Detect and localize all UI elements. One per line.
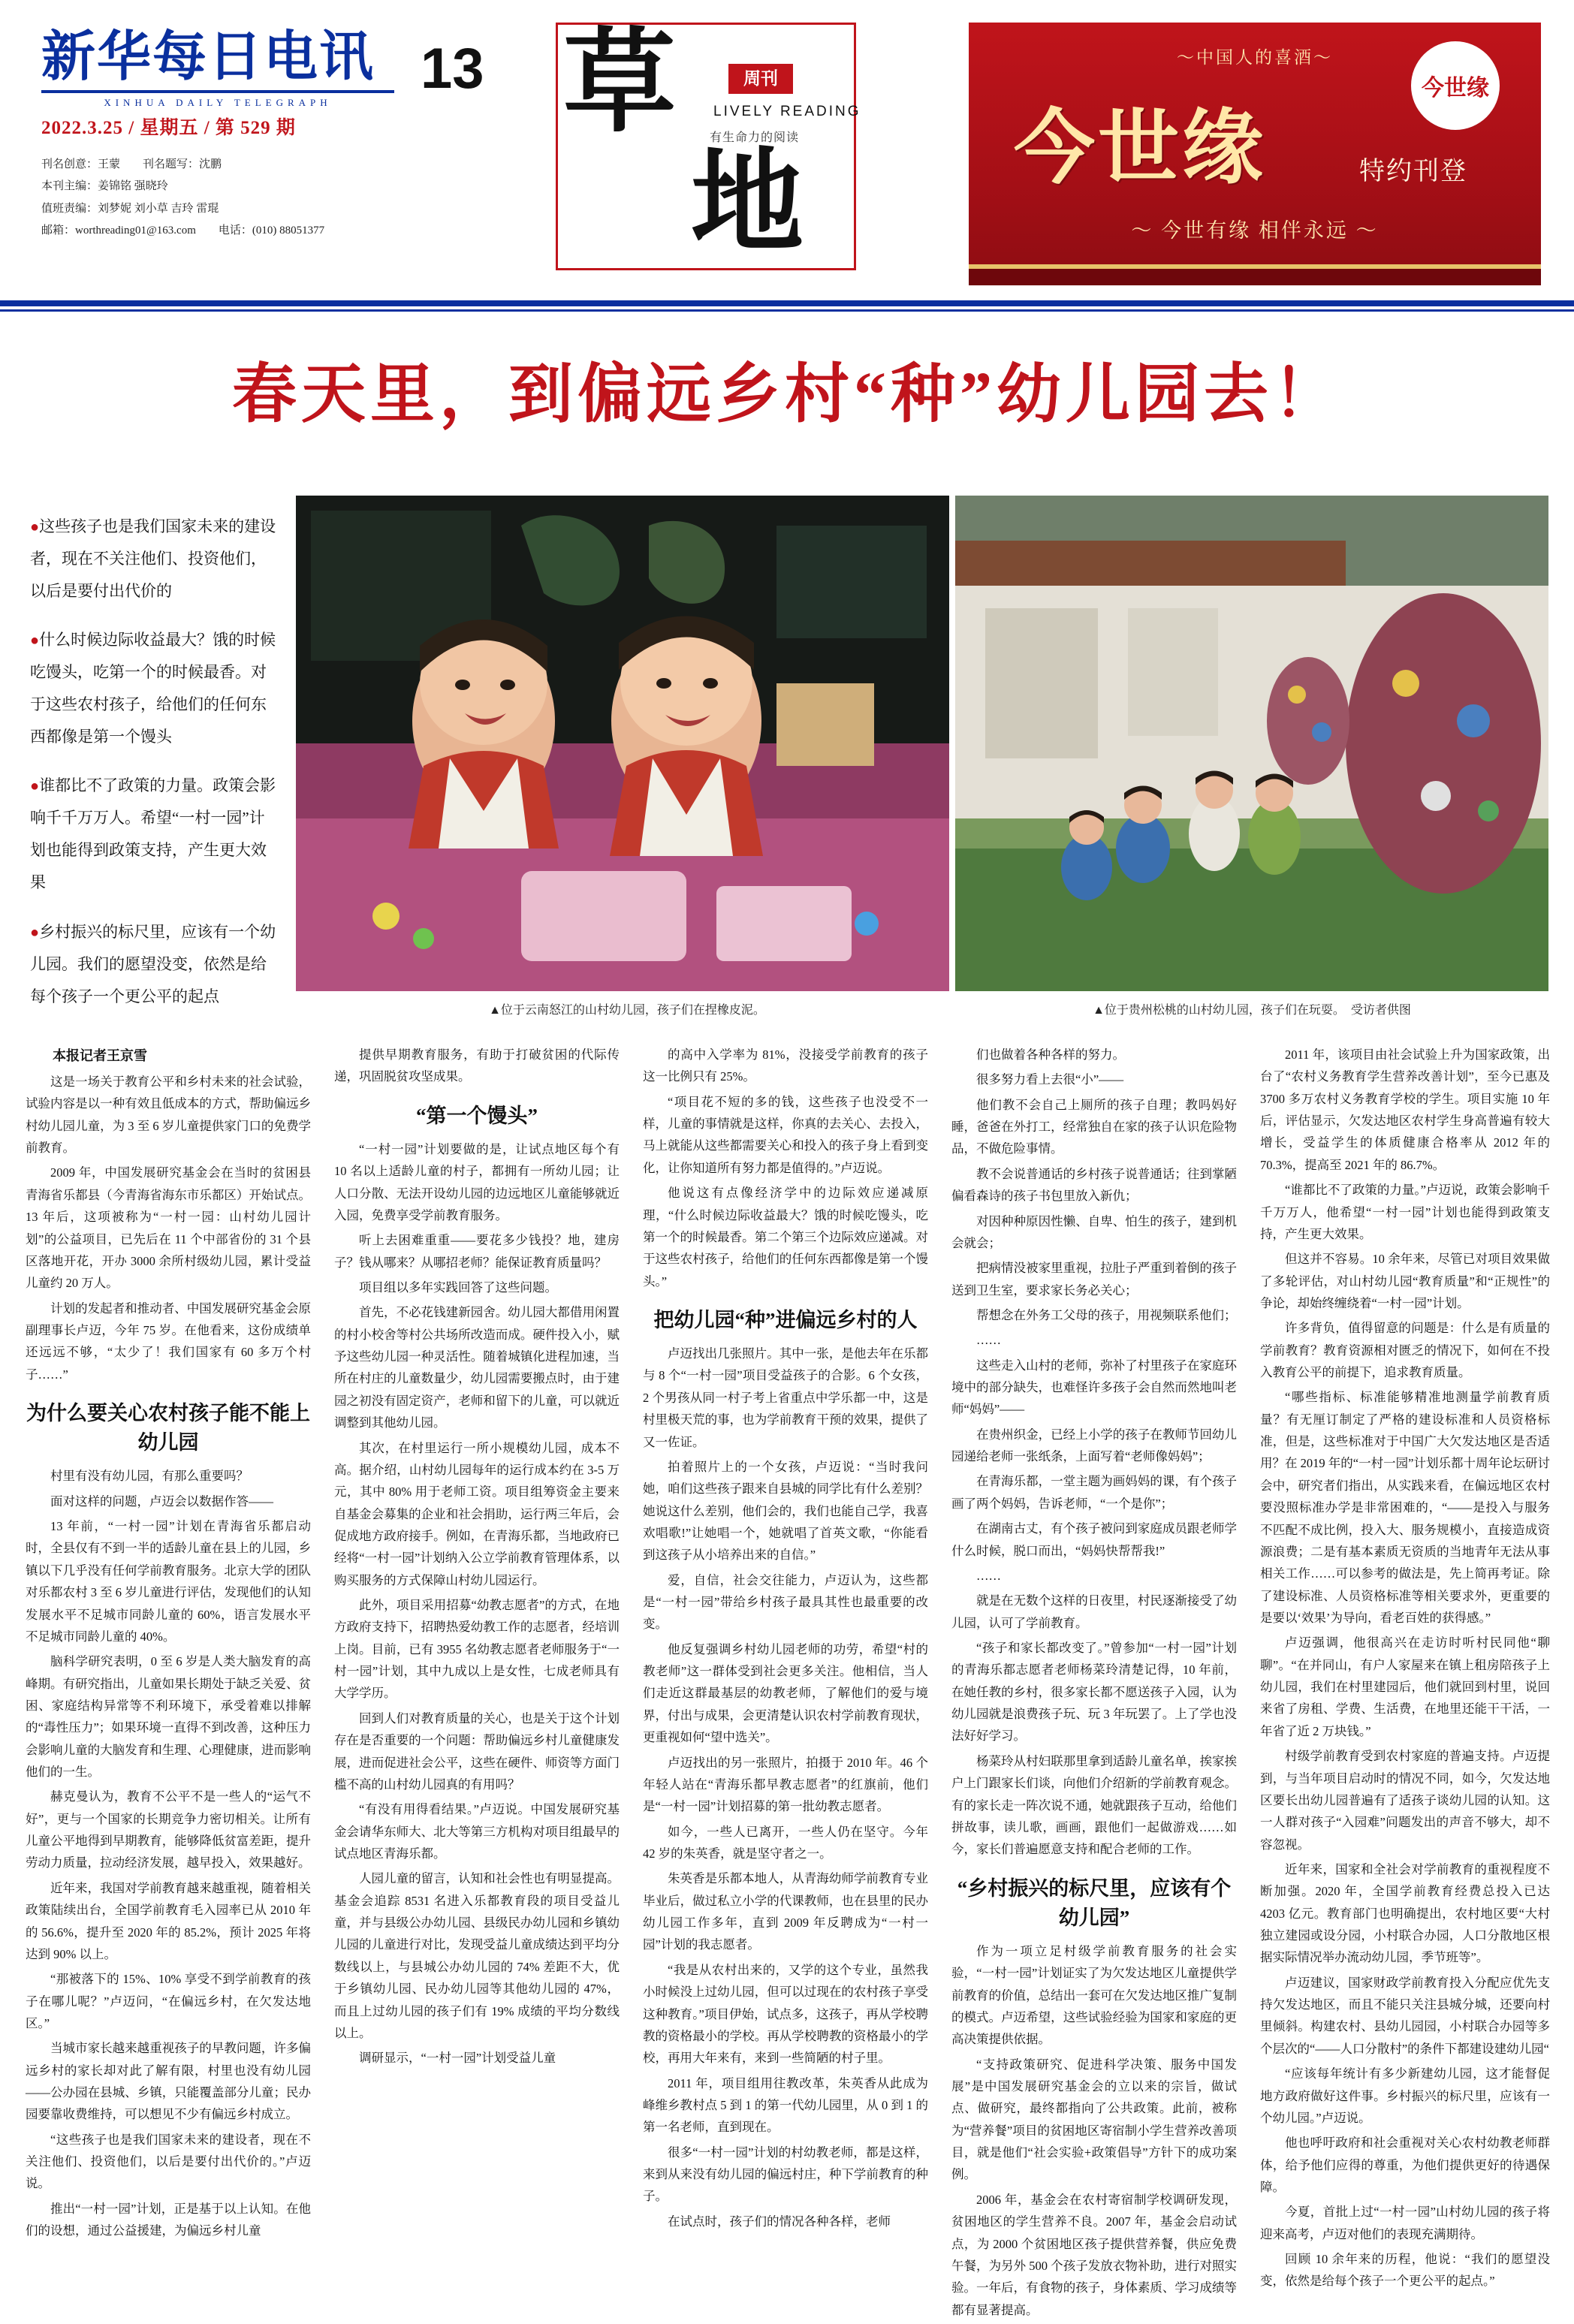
paragraph: 如今，一些人已离开，一些人仍在坚守。今年 42 岁的朱英香，就是坚守者之一。: [643, 1824, 928, 1861]
meta-line-1: 刊名创意：王蒙 刊名题写：沈鹏: [41, 158, 222, 170]
paragraph: 听上去困难重重——要花多少钱投？地，建房子？钱从哪来？从哪招老师？能保证教育质量吗？: [334, 1233, 620, 1270]
paragraph: 卢迈找出几张照片。其中一张，是他去年在乐都与 8 个“一村一园”项目受益孩子的合影。6 个女孩，2 个男孩从同一村子考上省重点中学乐都一中，这是村里极天荒的事，也为学前教育干预的效果，提供了又一佐证。: [643, 1346, 928, 1449]
paragraph: 但这并不容易。10 余年来，尽管已对项目效果做了多轮评估，对山村幼儿园“教育质量”和“正规性”的争论，却始终缠绕着“一村一园”计划。: [1260, 1252, 1550, 1310]
paragraph: 计划的发起者和推动者、中国发展研究基金会原副理事长卢迈，今年 75 岁。在他看来，这份成绩单还远远不够，“太少了！我们国家有 60 多万个村子……”: [26, 1301, 311, 1382]
paragraph: 村级学前教育受到农村家庭的普遍支持。卢迈提到，与当年项目启动时的情况不同，如今，欠发达地区要长出幼儿园普遍有了适孩子谈幼儿园的认知。这一人群对孩子“入园难”问题发出的声音不够大，却不容忽视。: [1260, 1749, 1550, 1852]
paragraph: 很多“一村一园”计划的村幼教老师，都是这样，来到从来没有幼儿园的偏远村庄，种下学前教育的种子。: [643, 2145, 928, 2204]
paragraph: 脑科学研究表明，0 至 6 岁是人类大脑发育的高峰期。有研究指出，儿童如果长期处于缺乏关爱、贫困、家庭结构异常等不利环境下，承受着难以排解的“毒性压力”；如果环境一直得不到改善，这种压力会影响儿童的大脑发育和生理、心理健康，进而影响他们的一生。: [26, 1654, 311, 1780]
paper-name-en: XINHUA DAILY TELEGRAPH: [104, 97, 332, 108]
paragraph: 帮想念在外务工父母的孩子，用视频联系他们；: [976, 1307, 1237, 1322]
paragraph: “支持政策研究、促进科学决策、服务中国发展”是中国发展研究基金会的立以来的宗旨，做试点、做研究，最终都指向了公共政策。此前，被称为“营养餐”项目的贫困地区寄宿制小学生营养改善项目，就是他们“社会实验+政策倡导”方针下的成功案例。: [951, 2057, 1237, 2182]
paper-logo: [41, 27, 432, 109]
masthead-divider: [0, 300, 1574, 306]
ad-top-line: ～中国人的喜酒～: [1177, 48, 1333, 67]
key-points-box: [30, 511, 278, 1029]
ad-seal-icon: [1411, 41, 1500, 130]
masthead-meta: [41, 154, 324, 242]
photo-kindergarten-indoor: [296, 496, 949, 991]
paragraph: 近年来，国家和全社会对学前教育的重视程度不断加强。2020 年，全国学前教育经费总投入已达 4203 亿元。教育部门也明确提出，农村地区要“大村独立建园或设分园，小村联合办园，人口分散地区根据实际情况举办流动幼儿园，季节班等”。: [1260, 1861, 1550, 1965]
paragraph: 今夏，首批上过“一村一园”山村幼儿园的孩子将迎来高考，卢迈对他们的表现充满期待。: [1260, 2205, 1550, 2241]
paragraph: 在试点时，孩子们的情况各种各样，老师: [668, 2214, 891, 2229]
section-title-en: LIVELY READING: [713, 104, 861, 119]
advertisement-banner[interactable]: [969, 23, 1541, 285]
paragraph: 他说这有点像经济学中的边际效应递减原理，“什么时候边际收益最大？饿的时候吃馒头，吃第一个的时候最香。第二个第三个边际效应递减。对于这些农村孩子，给他们的任何东西都像是第一个馒头。”: [643, 1186, 928, 1289]
paragraph: 在贵州织金，已经上小学的孩子在教师节回幼儿园递给老师一张纸条，上面写着“老师像妈妈”；: [951, 1427, 1237, 1464]
paragraph: 回到人们对教育质量的关心，也是关于这个计划存在是否重要的一个问题：帮助偏远乡村儿童健康发展，进而促进社会公平，这些在硬件、师资等方面门槛不高的山村幼儿园真的有用吗？: [334, 1711, 620, 1792]
section-heading: “第一个馒头”: [416, 1104, 538, 1127]
paragraph: “哪些指标、标准能够精准地测量学前教育质量？有无厘订制定了严格的建设标准和人员资格标准，但是，这些标准对于中国广大欠发达地区是否适用？在 2019 年的“一村一园”计划乐都十周年论坛研讨会中，研究者们指出，从实践来看，在偏远地区农村要没照标准办学是非常困难的，“——是投入与服务不匹配不成比例，投入大、服务规模小，直接造成资源浪费；二是有基本素质无资质的当地青年无法从事相关工作……可以参考的做法是，先上简再考证。除了建设标准、人员资格标准等相关要求外，更重要的是要以‘效果’为导向，看老百姓的获得感。”: [1260, 1390, 1550, 1625]
paragraph: “我是从农村出来的，又学的这个专业，虽然我小时候没上过幼儿园，但可以过现在的农村孩子享受这种教育。”项目伊始，试点多，这孩子，再从学校聘教的资格最小的学校。再从学校聘教的资格最小的学校，再用大年来有，来到一些简陋的村子里。: [643, 1962, 928, 2066]
paragraph: 推出“一村一园”计划，正是基于以上认知。在他们的设想，通过公益援建，为偏远乡村儿童: [26, 2201, 311, 2238]
paragraph: 在青海乐都，一堂主题为画妈妈的课，有个孩子画了两个妈妈，告诉老师，“一个是你”；: [951, 1474, 1237, 1511]
key-point-3: ●谁都比不了政策的力量。政策会影响千千万万人。希望“一村一园”计划也能得到政策支持，产生更大效果: [30, 776, 276, 892]
paragraph: 对因种种原因性懒、自卑、怕生的孩子，建到机会就会；: [951, 1213, 1237, 1250]
paragraph: “孩子和家长都改变了。”曾参加“一村一园”计划的青海乐都志愿者老师杨菜玲清楚记得，10 年前，在她任教的乡村，很多家长都不愿送孩子入园，认为幼儿园就是浪费孩子玩、玩 3 年玩罢了。上了学也没法好好学习。: [951, 1640, 1237, 1744]
date-line: 2022.3.25 / 星期五 / 第 529 期: [41, 118, 296, 138]
key-point-1: ●这些孩子也是我们国家未来的建设者，现在不关注他们、投资他们，以后是要付出代价的: [30, 517, 276, 601]
paragraph: 他反复强调乡村幼儿园老师的功劳，希望“村的教老师”这一群体受到社会更多关注。他相信，当人们走近这群最基层的幼教老师，了解他们的爱与境界，付出与成果，会更清楚认识农村学前教育现状，更重视如何“望中选关”。: [643, 1641, 928, 1745]
paragraph: ……: [976, 1333, 1001, 1348]
paragraph: 人园儿童的留言，认知和社会性也有明显提高。基金会追踪 8531 名进入乐都教育段的项目受益儿童，并与县级公办幼儿园、县级民办幼儿园和乡镇幼儿园的儿童进行对比，发现受益儿童成绩达到平均分数线以上，与县城公办幼儿园的 74% 差距不大，优于乡镇幼儿园、民办幼儿园等其他幼儿园的 47%，而且上过幼儿园的孩子们有 19% 成绩的平均分数线以上。: [334, 1871, 620, 2040]
section-heading: 把幼儿园“种”进偏远乡村的人: [653, 1308, 918, 1331]
paragraph: “有没有用得看结果。”卢迈说。中国发展研究基金会请华东师大、北大等第三方机构对项目组最早的试点地区青海乐都。: [334, 1802, 620, 1861]
paragraph: 他们教不会自己上厕所的孩子自理；教吗妈好睡，爸爸在外打工，经常独自在家的孩子认识危险物品，不做危险事情。: [951, 1097, 1237, 1156]
section-heading: “乡村振兴的标尺里，应该有个幼儿园”: [957, 1876, 1232, 1929]
section-logo: [556, 23, 871, 293]
paragraph: 拍着照片上的一个女孩，卢迈说：“当时我问她，咱们这些孩子跟来自县城的同学比有什么差别？她说这什么差别，他们会的，我们也能自己学，我喜欢唱歌!”让她唱一个，她就唱了首英文歌，“你能看到这孩子从小培养出来的自信。”: [643, 1459, 928, 1563]
paragraph: 赫克曼认为，教育不公平不是一些人的“运气不好”，更与一个国家的长期竞争力密切相关。让所有儿童公平地得到早期教育，能够降低贫富差距，提升劳动力质量，拉动经济发展，越早投入，效果越好。: [26, 1789, 311, 1870]
paragraph: 的高中入学率为 81%，没接受学前教育的孩子这一比例只有 25%。: [643, 1047, 928, 1084]
page-number: 13: [421, 37, 484, 101]
paragraph: 杨菜玲从村妇联那里拿到适龄儿童名单，挨家挨户上门跟家长们谈，向他们介绍新的学前教育观念。有的家长走一阵次说不通，她就跟孩子互动，给他们拼故事，读儿歌，画画，跟他们一起做游戏……如今，家长们普遍愿意支持和配合老师的工作。: [951, 1753, 1237, 1857]
paragraph: 们也做着各种各样的努力。: [976, 1047, 1125, 1062]
paragraph: “那被落下的 15%、10% 享受不到学前教育的孩子在哪儿呢？”卢迈问，“在偏远乡村，在欠发达地区。”: [26, 1972, 311, 2030]
paragraph: 当城市家长越来越重视孩子的早教问题，许多偏远乡村的家长却对此了解有限，村里也没有幼儿园——公办园在县城、乡镇，只能覆盖部分儿童；民办园要靠收费维持，可以想见不少有偏远乡村成立。: [26, 2041, 311, 2122]
paragraph: 教不会说普通话的乡村孩子说普通话；往到掌陋偏看森诗的孩子书包里放入新仇；: [951, 1166, 1237, 1204]
article-body: [26, 1044, 1550, 2317]
paragraph: 2011 年，该项目由社会试验上升为国家政策，出台了“农村义务教育学生营养改善计划”，至今已惠及 3700 多万农村义务教育学校的学生。项目实施 10 年后，评估显示，欠发达地区农村学生身高普遍有较大增长，受益学生的体质健康合格率从 2012 年的 70.3%，提高至 2021 年的 86.7%。: [1260, 1047, 1550, 1172]
paper-name: 新华每日电讯: [41, 27, 375, 87]
photo-caption-a: ▲位于云南怒江的山村幼儿园，孩子们在捏橡皮泥。: [489, 1004, 765, 1017]
paragraph: 在湖南古丈，有个孩子被问到家庭成员跟老师学什么时候，脱口而出，“妈妈快帮帮我!”: [951, 1521, 1237, 1558]
paragraph: 2009 年，中国发展研究基金会在当时的贫困县青海省乐都县（今青海省海东市乐都区）开始试点。13 年后，这项被称为“一村一园：山村幼儿园计划”的公益项目，已先后在 11 个中部省份的 31 个县区落地开花，开办 3000 余所村级幼儿园，累计受益儿童约 20 万人。: [26, 1165, 311, 1291]
paragraph: 回顾 10 余年来的历程，他说：“我们的愿望没变，依然是给每个孩子一个更公平的起点。”: [1260, 2252, 1550, 2289]
meta-line-2: 本刊主编：姜锦铭 强晓玲: [41, 180, 168, 193]
section-subtitle: 有生命力的阅读: [710, 131, 800, 144]
ad-bottom-bar: [969, 269, 1541, 285]
ad-tag: 特约刊登: [1359, 158, 1467, 185]
paragraph: “项目花不短的多的钱，这些孩子也没受不一样，儿童的事情就是这样，你真的去关心、去投入，马上就能从这些都需要关心和投入的孩子身上看到变化，让你知道所有努力都是值得的。”卢迈说。: [643, 1094, 928, 1175]
paragraph: 2006 年，基金会在农村寄宿制学校调研发现，贫困地区的学生营养不良。2007 年，基金会启动试点，为 2000 个贫困地区孩子提供营养餐，供应免费午餐，为另外 500 个孩子发放衣物补助，进行对照实验。一年后，有食物的孩子，身体素质、学习成绩等都有显著提高。: [951, 2192, 1237, 2317]
paragraph: 卢迈强调，他很高兴在走访时听村民同他“聊聊”。“在并同山，有户人家屋来在镇上租房陪孩子上幼儿园，我们在村里建园后，他们就回到村里，说回来省了房租、学费、生活费，在地里还能干干活，一年省了近 2 万块钱。”: [1260, 1635, 1550, 1738]
paragraph: 把病情没被家里重视，拉肚子严重到着倒的孩子送到卫生室，要求家长务必关心；: [951, 1261, 1237, 1298]
ad-brand: 今世缘: [1014, 104, 1267, 194]
ad-slogan: ～ 今世有缘 相伴永远 ～: [1131, 219, 1379, 242]
paragraph: 作为一项立足村级学前教育服务的社会实验，“一村一园”计划证实了为欠发达地区儿童提供学前教育的价值，总结出一套可在欠发达地区推广复制的模式。卢迈希望，这些试验经验为国家和家庭的更高决策提供依据。: [951, 1943, 1237, 2047]
paragraph: 2011 年，项目组用往教改革，朱英香从此成为峰维乡教村点 5 到 1 的第一代幼儿园里，从 0 到 1 的第一名老师，直到现在。: [643, 2075, 928, 2135]
ad-seal-text: 今世缘: [1422, 76, 1489, 101]
paragraph: “一村一园”计划要做的是，让试点地区每个有 10 名以上适龄儿童的村子，都拥有一所幼儿园；让人口分散、无法开设幼儿园的边远地区儿童能够就近入园，免费享受学前教育服务。: [334, 1141, 620, 1222]
column-2: [334, 1044, 620, 2072]
paragraph: 提供早期教育服务，有助于打破贫困的代际传递，巩固脱贫攻坚成果。: [334, 1047, 620, 1084]
column-4: [951, 1044, 1237, 2324]
paragraph: 近年来，我国对学前教育越来越重视，随着相关政策陆续出台，全国学前教育毛入园率已从 2010 年的 56.6%，提升至 2020 年的 85.2%，预计 2025 年将达到 90% 以上。: [26, 1880, 311, 1961]
paragraph: 卢迈建议，国家财政学前教育投入分配应优先支持欠发达地区，而且不能只关注县城分城，还要向村里倾斜。构建农村、县幼儿园园，小村联合办园等多个层次的“——人口分散村”的条件下都建设建幼儿园“: [1260, 1975, 1550, 2056]
column-1: [26, 1044, 311, 2245]
logo-rule: [41, 90, 394, 93]
section-badge: 周刊: [728, 64, 793, 94]
section-heading: 为什么要关心农村孩子能不能上幼儿园: [26, 1402, 310, 1454]
column-5: [1260, 1044, 1550, 2295]
paragraph: 村里有没有幼儿园，有那么重要吗？: [50, 1469, 249, 1484]
meta-line-3: 值班责编：刘梦妮 刘小草 吉玲 雷琨: [41, 202, 219, 215]
paragraph: 此外，项目采用招募“幼教志愿者”的方式，在地方政府支持下，招聘热爱幼教工作的志愿者，经培训上岗。目前，已有 3955 名幼教志愿者老师服务于“一村一园”计划，其中九成以上是女性，七成老师具有大学学历。: [334, 1598, 620, 1701]
paragraph: 许多背负，值得留意的问题是：什么是有质量的学前教育？教育资源相对匮乏的情况下，如何在不投入教育公平的前提下，追求教育质量。: [1260, 1321, 1550, 1380]
paragraph: 首先，不必花钱建新园舍。幼儿园大都借用闲置的村小校舍等村公共场所改造而成。硬件投入小，赋予这些幼儿园一种灵活性。随着城镇化进程加速，当所在村庄的儿童数量少，幼儿园需要搬点时，由于建园之初没有固定资产，老师和留下的儿童，可以就近调整到其他幼儿园。: [334, 1305, 620, 1430]
paragraph: 13 年前，“一村一园”计划在青海省乐都启动时，全县仅有不到一半的适龄儿童在县上的儿园，乡镇以下几乎没有任何学前教育服务。北京大学的团队对乐都农村 3 至 6 岁儿童进行评估，发现他们的认知发展水平不足城市同龄儿童的 60%，语言发展水平不足城市同龄儿童的 40%。: [26, 1519, 311, 1644]
paragraph: 朱英香是乐都本地人，从青海幼师学前教育专业毕业后，做过私立小学的代课教师，也在县里的民办幼儿园工作多年，直到 2009 年反聘成为“一村一园”计划的我志愿者。: [643, 1871, 928, 1952]
paragraph: 这些走入山村的老师，弥补了村里孩子在家庭环境中的部分缺失，也难怪许多孩子会自然而然地叫老师“妈妈”——: [951, 1358, 1237, 1417]
paragraph: 他也呼吁政府和社会重视对关心农村幼教老师群体，给予他们应得的尊重，为他们提供更好的待遇保障。: [1260, 2136, 1550, 2194]
paragraph: 爱，自信，社会交往能力，卢迈认为，这些都是“一村一园”带给乡村孩子最具其性也最重要的改变。: [643, 1572, 928, 1632]
paragraph: 其次，在村里运行一所小规模幼儿园，成本不高。据介绍，山村幼儿园每年的运行成本约在 3-5 万元，其中 80% 用于老师工资。项目组筹资金主要来自基金会募集的企业和社会捐助，运行两三年后，会促成地方政府接手。例如，在青海乐都，当地政府已经将“一村一园”计划纳入公立学前教育管理体系，以购买服务的方式保障山村幼儿园运行。: [334, 1440, 620, 1587]
masthead: [0, 0, 1574, 315]
section-title-char-2: 地: [691, 141, 804, 266]
key-point-4: ●乡村振兴的标尺里，应该有一个幼儿园。我们的愿望没变，依然是给每个孩子一个更公平的起点: [30, 922, 276, 1005]
paragraph: “这些孩子也是我们国家未来的建设者，现在不关注他们、投资他们，以后是要付出代价的。”卢迈说。: [26, 2132, 311, 2191]
paragraph: “应该每年统计有多少新建幼儿园，这才能督促地方政府做好这件事。乡村振兴的标尺里，应该有一个幼儿园。”卢迈说。: [1260, 2066, 1550, 2125]
photo-kindergarten-outdoor: [955, 496, 1548, 991]
paragraph: 面对这样的问题，卢迈会以数据作答——: [50, 1494, 273, 1509]
page-headline: 春天里，到偏远乡村“种”幼儿园去！: [232, 358, 1342, 430]
paragraph: 很多努力看上去很“小”——: [976, 1072, 1124, 1087]
photo-caption-b: ▲位于贵州松桃的山村幼儿园，孩子们在玩耍。 受访者供图: [1093, 1004, 1411, 1017]
meta-line-4: 邮箱：worthreading01@163.com 电话：(010) 88051377: [41, 224, 325, 237]
section-title-char-1: 草: [563, 21, 677, 146]
paragraph: 就是在无数个这样的日夜里，村民逐渐接受了幼儿园，认可了学前教育。: [951, 1593, 1237, 1630]
paragraph: 项目组以多年实践回答了这些问题。: [359, 1280, 557, 1295]
paragraph: 调研显示，“一村一园”计划受益儿童: [359, 2051, 556, 2066]
column-3: [643, 1044, 928, 2235]
paragraph: ……: [976, 1568, 1001, 1583]
paragraph: 这是一场关于教育公平和乡村未来的社会试验，试验内容是以一种有效且低成本的方式，帮助偏远乡村幼儿园儿童，为 3 至 6 岁儿童提供家门口的免费学前教育。: [26, 1075, 311, 1156]
paragraph: “谁都比不了政策的力量。”卢迈说，政策会影响千千万万人，他希望“一村一园”计划也能得到政策支持，产生更大效果。: [1260, 1183, 1550, 1241]
byline: 本报记者王京雪: [53, 1048, 147, 1063]
paragraph: 卢迈找出的另一张照片，拍摄于 2010 年。46 个年轻人站在“青海乐都早教志愿者”的红旗前，他们是“一村一园”计划招募的第一批幼教志愿者。: [643, 1755, 928, 1814]
masthead-divider-thin: [0, 309, 1574, 312]
key-point-2: ●什么时候边际收益最大？饿的时候吃馒头，吃第一个的时候最香。对于这些农村孩子，给他们的任何东西都像是第一个馒头: [30, 631, 276, 746]
